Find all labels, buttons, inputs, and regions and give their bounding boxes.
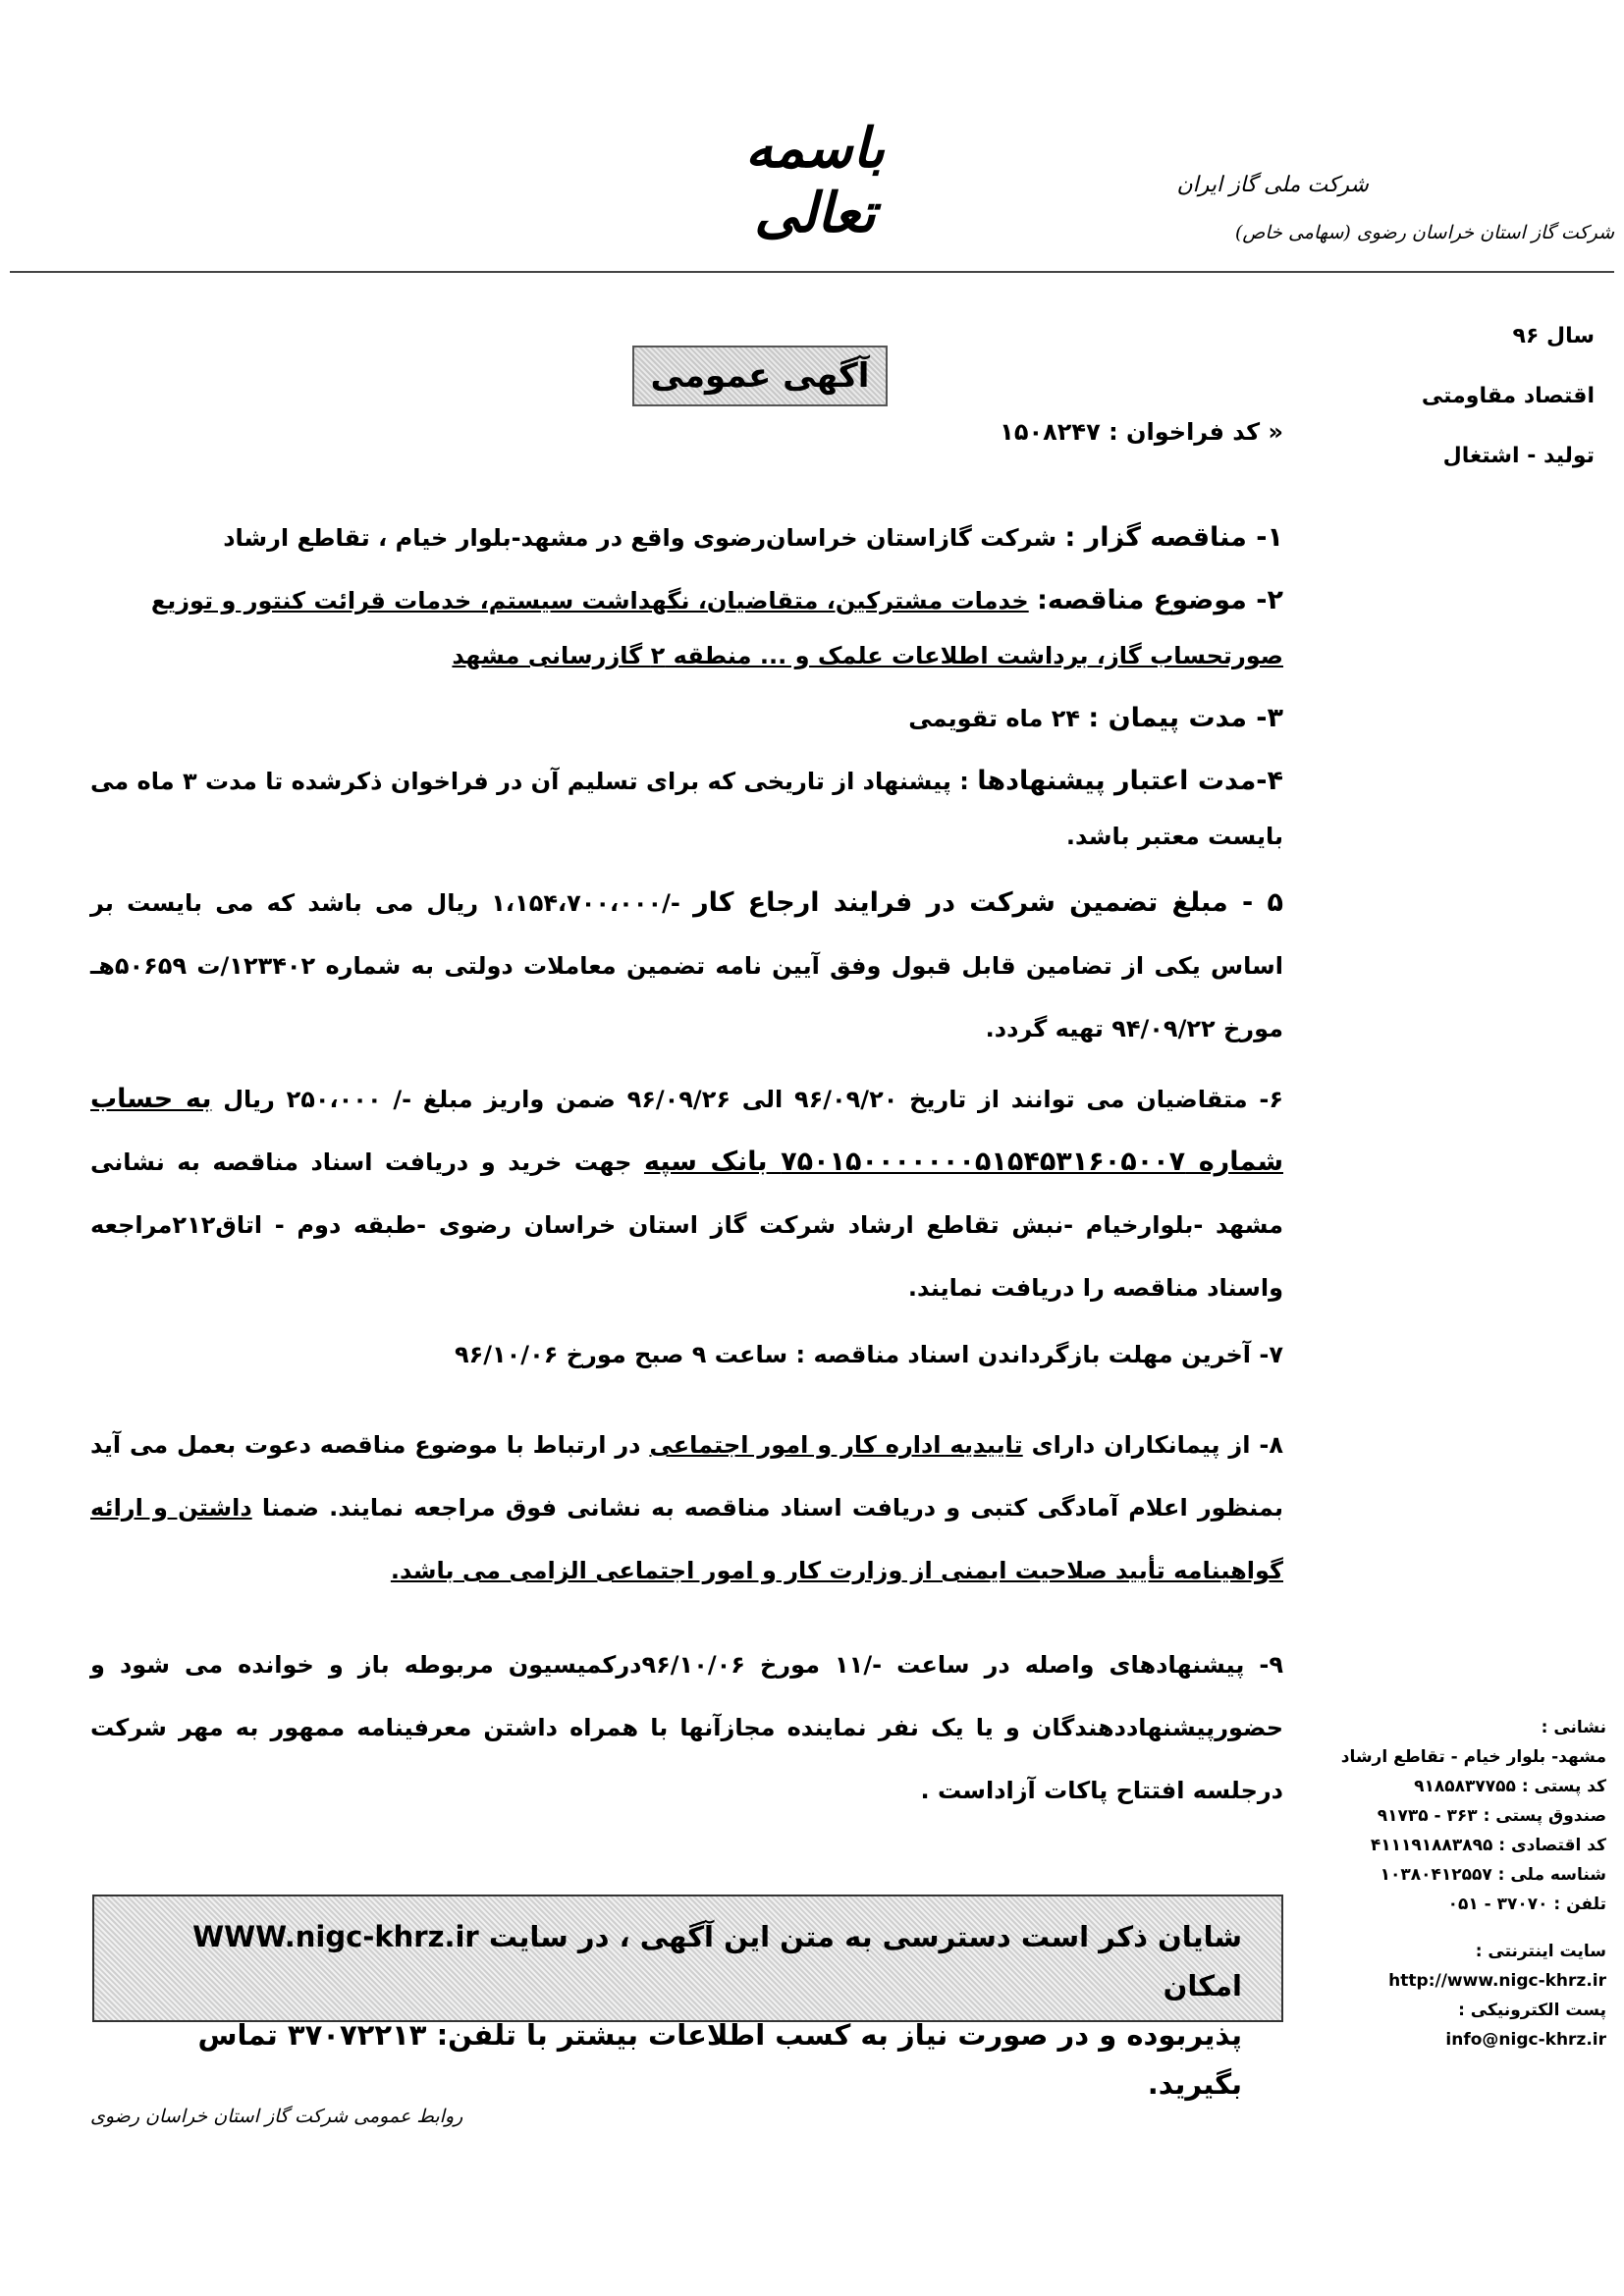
item-6-text-a: ۶- متقاضیان می توانند از تاریخ ۹۶/۰۹/۲۰ الی ۹۶/۰۹/۲۶ ضمن واریز مبلغ -/ ۲۵۰،۰۰۰ ریال <box>223 1086 1283 1113</box>
po-box: صندوق پستی : ۳۶۳ - ۹۱۷۳۵ <box>1377 1806 1606 1826</box>
bank-account-number: به حساب شماره ۷۵۰۱۵۰۰۰۰۰۰۰۵۱۵۴۵۳۱۶۰۵۰۰۷ بانک سپه <box>90 1084 1283 1177</box>
item-3-label: ۳- مدت پیمان : <box>1088 703 1283 733</box>
signature-line: روابط عمومی شرکت گاز استان خراسان رضوی <box>90 2106 463 2127</box>
website-label: سایت اینترنتی : <box>1475 1942 1606 1961</box>
item-4-text: : پیشنهاد از تاریخی که برای تسلیم آن در فراخوان ذکرشده تا مدت ۳ ماه می بایست معتبر باشد. <box>90 768 1283 850</box>
item-8-text-a: ۸- از پیمانکاران دارای <box>1031 1431 1283 1459</box>
website-notice-box <box>92 1895 1283 2101</box>
phone: تلفن : ۳۷۰۷۰ - ۰۵۱ <box>1447 1895 1606 1914</box>
email-link[interactable]: info@nigc-khrz.ir <box>1445 2030 1606 2050</box>
announcement-items <box>90 510 1283 1830</box>
item-1-label: ۱- مناقصه گزار : <box>1064 522 1283 553</box>
email-label: پست الکترونیکی : <box>1458 2001 1606 2020</box>
item-9 <box>90 1633 1283 1822</box>
call-code: « کد فراخوان : ۱۵۰۸۲۴۷ <box>1000 418 1283 446</box>
item-6-text-b: جهت خرید و دریافت اسناد مناقصه به نشانی مشهد -بلوارخیام -نبش تقاطع ارشاد شرکت گاز استان خراسان رضوی -طبقه دوم - اتاق۲۱۲مراجعه واسناد مناقصه را دریافت نمایند. <box>90 1148 1283 1302</box>
national-id: شناسه ملی : ۱۰۳۸۰۴۱۲۵۵۷ <box>1380 1865 1606 1885</box>
bismillah-heading: باسمه تعالی <box>745 116 885 245</box>
item-9-text: ۹- پیشنهادهای واصله در ساعت -/۱۱ مورخ ۹۶/۱۰/۰۶درکمیسیون مربوطه باز و خوانده می شود و حضورپیشنهاددهندگان و یا یک نفر نماینده مجازآنها با همراه داشتن معرفینامه ممهور به مهر شرکت درجلسه افتتاح پاکات آزاداست . <box>90 1651 1284 1804</box>
parent-org-name: شرکت ملی گاز ایران <box>1176 173 1369 197</box>
item-2-text-b: صورتحساب گاز، برداشت اطلاعات علمک و ... منطقه ۲ گازرسانی مشهد <box>452 642 1283 669</box>
website-link[interactable]: http://www.nigc-khrz.ir <box>1388 1971 1606 1991</box>
announcement-title: آگهی عمومی <box>632 346 888 406</box>
item-8-text-b: در ارتباط با موضوع مناقصه دعوت بعمل می آید بمنظور اعلام آمادگی کتبی و دریافت اسناد مناقصه به نشانی فوق مراجعه نمایند. ضمنا <box>90 1431 1283 1522</box>
sidebar <box>1310 324 1595 504</box>
item-2-text-a: خدمات مشترکین، متقاضیان، نگهداشت سیستم، خدمات قرائت کنتور و توزیع <box>150 587 1029 614</box>
item-1 <box>90 510 1283 565</box>
spacer <box>90 1610 1283 1633</box>
item-3 <box>90 691 1283 746</box>
item-4 <box>90 754 1283 864</box>
item-1-text: شرکت گازاستان خراسان‌رضوی واقع در مشهد-بلوار خیام ، تقاطع ارشاد <box>223 524 1057 552</box>
item-7 <box>90 1327 1283 1382</box>
address-label: نشانی : <box>1541 1718 1606 1737</box>
item-6 <box>90 1068 1283 1319</box>
item-2 <box>90 573 1283 683</box>
address: مشهد- بلوار خیام - تقاطع ارشاد <box>1340 1747 1606 1767</box>
slogan-line-2: تولید - اشتغال <box>1442 444 1595 468</box>
item-3-text: ۲۴ ماه تقویمی <box>908 705 1081 732</box>
item-7-text: ۷- آخرین مهلت بازگرداندن اسناد مناقصه : ساعت ۹ صبح مورخ ۹۶/۱۰/۰۶ <box>454 1341 1283 1368</box>
economic-code: کد اقتصادی : ۴۱۱۱۹۱۸۸۳۸۹۵ <box>1370 1836 1606 1855</box>
contact-info <box>1322 1713 1606 2055</box>
postal-code: کد پستی : ۹۱۸۵۸۳۷۷۵۵ <box>1414 1777 1606 1796</box>
header-divider <box>10 271 1614 273</box>
item-5-label: ۵ - مبلغ تضمین شرکت در فرایند ارجاع کار <box>693 887 1283 918</box>
item-2-label: ۲- موضوع مناقصه: <box>1037 585 1283 615</box>
item-5-text: -/۱،۱۵۴،۷۰۰،۰۰۰ ریال می باشد که می بایست بر اساس یکی از تضامین قابل قبول وفق آیین نامه تضمین معاملات دولتی به شماره ۱۲۳۴۰۲/ت ۵۰۶۵۹هـ مورخ ۹۴/۰۹/۲۲ تهیه گردد. <box>90 889 1283 1042</box>
item-8-underlined-b: داشتن و ارائه گواهینامه تأیید صلاحیت ایمنی از وزارت کار و امور اجتماعی الزامی می باشد. <box>90 1494 1283 1584</box>
slogan-line-1: اقتصاد مقاومتی <box>1421 384 1595 408</box>
org-name: شرکت گاز استان خراسان رضوی (سهامی خاص) <box>1234 222 1614 243</box>
year-label: سال ۹۶ <box>1512 324 1595 348</box>
item-5 <box>90 872 1283 1060</box>
item-8-underlined-a: تاییدیه اداره کار و امور اجتماعی <box>649 1431 1023 1459</box>
notice-line-2: پذیربوده و در صورت نیاز به کسب اطلاعات بیشتر با تلفن: ۳۷۰۷۲۲۱۳ تماس بگیرید. <box>197 2018 1242 2101</box>
item-4-label: ۴-مدت اعتبار پیشنهادها <box>977 766 1283 796</box>
spacer <box>90 1390 1283 1414</box>
notice-line-1: شایان ذکر است دسترسی به متن این آگهی ، در سایت WWW.nigc-khrz.ir امکان <box>192 1920 1242 2002</box>
item-8 <box>90 1414 1283 1602</box>
